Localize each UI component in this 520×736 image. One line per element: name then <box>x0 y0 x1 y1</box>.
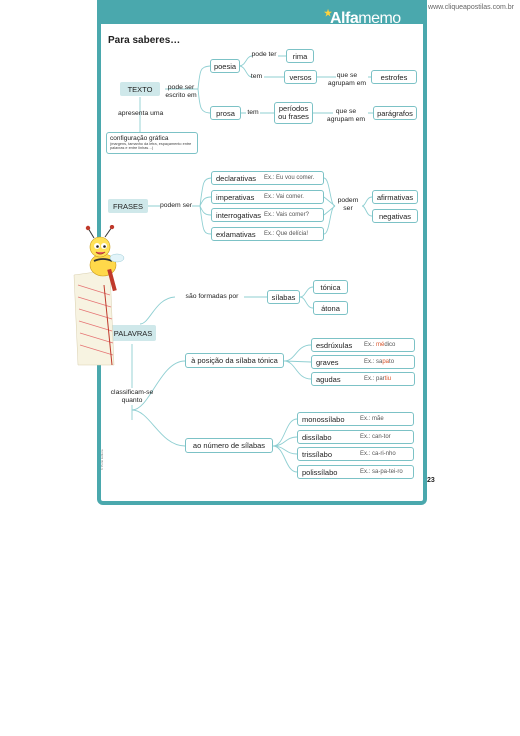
box-silabas: sílabas <box>267 290 300 304</box>
frase-exlamativas <box>211 227 324 241</box>
numero-label: dissílabo <box>302 432 332 442</box>
box-poesia: poesia <box>210 59 240 73</box>
label-pode-ter: pode ter <box>251 51 277 58</box>
example-stressed-syllable: pa <box>382 359 390 365</box>
numero-label: monossílabo <box>302 414 345 424</box>
frase-declarativas <box>211 171 324 185</box>
numero-monossilabo <box>297 412 414 426</box>
copyright-note: © Porto Editora <box>100 449 104 470</box>
page-number: 23 <box>427 477 435 484</box>
label-classificam-se-quanto: classificam-se quanto <box>110 389 154 404</box>
label-tem-2: tem <box>247 109 259 116</box>
box-prosa: prosa <box>210 106 241 120</box>
example-prefix: Ex.: <box>364 342 377 348</box>
frase-example: Ex.: Vai comer. <box>264 194 304 200</box>
head-frases: FRASES <box>108 199 148 213</box>
box-periodos-ou-frases: períodos ou frases <box>274 102 313 124</box>
box-rima: rima <box>286 49 314 63</box>
label-tem-1: tem <box>250 73 263 80</box>
frase-imperativas <box>211 190 324 204</box>
numero-label: polissílabo <box>302 467 338 477</box>
frase-label: imperativas <box>216 192 255 202</box>
label-que-se-agrupam-1: que se agrupam em <box>327 72 367 87</box>
frase-example: Ex.: Vais comer? <box>264 212 309 218</box>
box-configuracao-grafica <box>106 132 198 154</box>
tonica-label: agudas <box>316 374 341 384</box>
watermark: www.cliqueapostilas.com.br <box>428 4 514 11</box>
example-suffix: dico <box>384 342 396 348</box>
box-afirmativas: afirmativas <box>372 190 418 204</box>
numero-example: Ex.: can-tor <box>360 434 391 440</box>
frase-label: interrogativas <box>216 210 262 220</box>
brand-thin: memo <box>358 10 401 27</box>
frase-label: exlamativas <box>216 229 256 239</box>
tonica-label: graves <box>316 357 339 367</box>
example-suffix: to <box>389 359 395 365</box>
box-tonica: tónica <box>313 280 348 294</box>
box-versos: versos <box>284 70 317 84</box>
label-que-se-agrupam-2: que se agrupam em <box>326 108 366 123</box>
frase-label: declarativas <box>216 173 257 183</box>
frase-example: Ex.: Eu vou comer. <box>264 175 315 181</box>
tonica-example <box>364 376 391 382</box>
config-note: (margens, tamanho da letra, espaçamento entre palavras e entre linhas…) <box>110 142 192 151</box>
example-stressed-syllable: tiu <box>384 376 392 382</box>
frase-interrogativas <box>211 208 324 222</box>
label-sao-formadas-por: são formadas por <box>185 293 239 300</box>
label-podem-ser: podem ser <box>159 202 193 209</box>
star-icon: ★ <box>324 8 332 18</box>
brand-bold: Alfa <box>330 10 359 27</box>
tonica-agudas <box>311 372 415 386</box>
tonica-graves <box>311 355 415 369</box>
numero-trissilabo <box>297 447 414 461</box>
example-stressed-syllable: mé <box>376 342 385 348</box>
box-negativas: negativas <box>372 209 418 223</box>
label-pode-ser-escrito-em: pode ser escrito em <box>165 84 197 99</box>
tonica-example <box>364 342 395 348</box>
tonica-esdruxulas <box>311 338 415 352</box>
box-atona: átona <box>313 301 348 315</box>
tonica-example <box>364 359 394 365</box>
page-title: Para saberes… <box>108 35 181 46</box>
numero-polissilabo <box>297 465 414 479</box>
box-posicao-silaba-tonica: à posição da sílaba tónica <box>185 353 284 368</box>
config-title: configuração gráfica <box>110 135 169 142</box>
numero-example: Ex.: ca-ri-nho <box>360 451 396 457</box>
numero-example: Ex.: mãe <box>360 416 384 422</box>
head-texto: TEXTO <box>120 82 160 96</box>
head-palavras: PALAVRAS <box>110 325 156 341</box>
frase-example: Ex.: Que delícia! <box>264 231 309 237</box>
numero-dissilabo <box>297 430 414 444</box>
numero-label: trissílabo <box>302 449 333 459</box>
label-podem-ser-2: podem ser <box>337 197 359 212</box>
tonica-label: esdrúxulas <box>316 340 353 350</box>
box-paragrafos: parágrafos <box>373 106 417 120</box>
example-prefix: Ex.: sa <box>364 359 383 365</box>
box-estrofes: estrofes <box>371 70 417 84</box>
example-prefix: Ex.: par <box>364 376 385 382</box>
label-apresenta-uma: apresenta uma <box>118 110 164 117</box>
bee-mascot-illustration <box>70 225 130 370</box>
numero-example: Ex.: sa-pa-tei-ro <box>360 469 403 475</box>
box-numero-silabas: ao número de sílabas <box>185 438 273 453</box>
